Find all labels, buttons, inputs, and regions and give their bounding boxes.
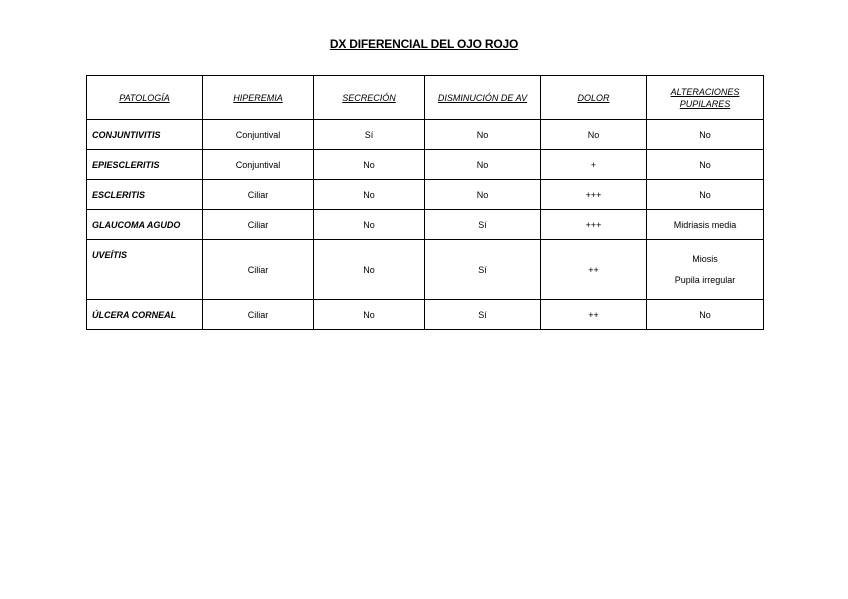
table-row [87, 240, 764, 300]
cell-hiperemia: Conjuntival [203, 150, 314, 180]
page-title: DX DIFERENCIAL DEL OJO ROJO [329, 37, 519, 51]
header-disminucion-av: DISMINUCIÓN DE AV [425, 76, 541, 120]
cell-dolor: ++ [541, 240, 647, 300]
cell-dolor: + [541, 150, 647, 180]
cell-disminucion-av: No [425, 120, 541, 150]
header-patologia: PATOLOGÍA [87, 76, 203, 120]
table-row [87, 150, 764, 180]
cell-patologia: CONJUNTIVITIS [87, 120, 203, 150]
cell-dolor: ++ [541, 300, 647, 330]
cell-alteraciones: No [647, 150, 764, 180]
cell-disminucion-av: No [425, 180, 541, 210]
table-row [87, 120, 764, 150]
header-alteraciones-line1: ALTERACIONES [670, 86, 740, 97]
cell-hiperemia: Conjuntival [203, 120, 314, 150]
cell-patologia: EPIESCLERITIS [87, 150, 203, 180]
cell-disminucion-av: Sí [425, 210, 541, 240]
cell-patologia: GLAUCOMA AGUDO [87, 210, 203, 240]
cell-alteraciones [647, 240, 764, 300]
cell-alteraciones: No [647, 120, 764, 150]
cell-hiperemia: Ciliar [203, 210, 314, 240]
cell-disminucion-av: Sí [425, 240, 541, 300]
table-row [87, 210, 764, 240]
cell-disminucion-av: Sí [425, 300, 541, 330]
cell-hiperemia: Ciliar [203, 180, 314, 210]
cell-patologia: UVEÍTIS [87, 240, 203, 300]
cell-alteraciones: No [647, 300, 764, 330]
cell-alteraciones-line: Pupila irregular [674, 275, 736, 285]
header-secrecion: SECRECIÓN [314, 76, 425, 120]
cell-secrecion: No [314, 180, 425, 210]
cell-secrecion: No [314, 240, 425, 300]
cell-secrecion: No [314, 300, 425, 330]
cell-dolor: +++ [541, 180, 647, 210]
cell-alteraciones: Midriasis media [647, 210, 764, 240]
cell-dolor: +++ [541, 210, 647, 240]
cell-secrecion: Sí [314, 120, 425, 150]
table-row [87, 300, 764, 330]
cell-alteraciones-line: Miosis [692, 254, 718, 264]
cell-secrecion: No [314, 210, 425, 240]
differential-diagnosis-table [86, 75, 764, 330]
header-hiperemia: HIPEREMIA [203, 76, 314, 120]
cell-hiperemia: Ciliar [203, 240, 314, 300]
cell-patologia: ÚLCERA CORNEAL [87, 300, 203, 330]
header-alteraciones-pupilares [647, 76, 764, 120]
table-row [87, 180, 764, 210]
cell-hiperemia: Ciliar [203, 300, 314, 330]
table-header-row [87, 76, 764, 120]
header-alteraciones-line2: PUPILARES [679, 98, 731, 109]
cell-patologia: ESCLERITIS [87, 180, 203, 210]
cell-dolor: No [541, 120, 647, 150]
header-dolor: DOLOR [541, 76, 647, 120]
cell-disminucion-av: No [425, 150, 541, 180]
cell-alteraciones: No [647, 180, 764, 210]
cell-secrecion: No [314, 150, 425, 180]
